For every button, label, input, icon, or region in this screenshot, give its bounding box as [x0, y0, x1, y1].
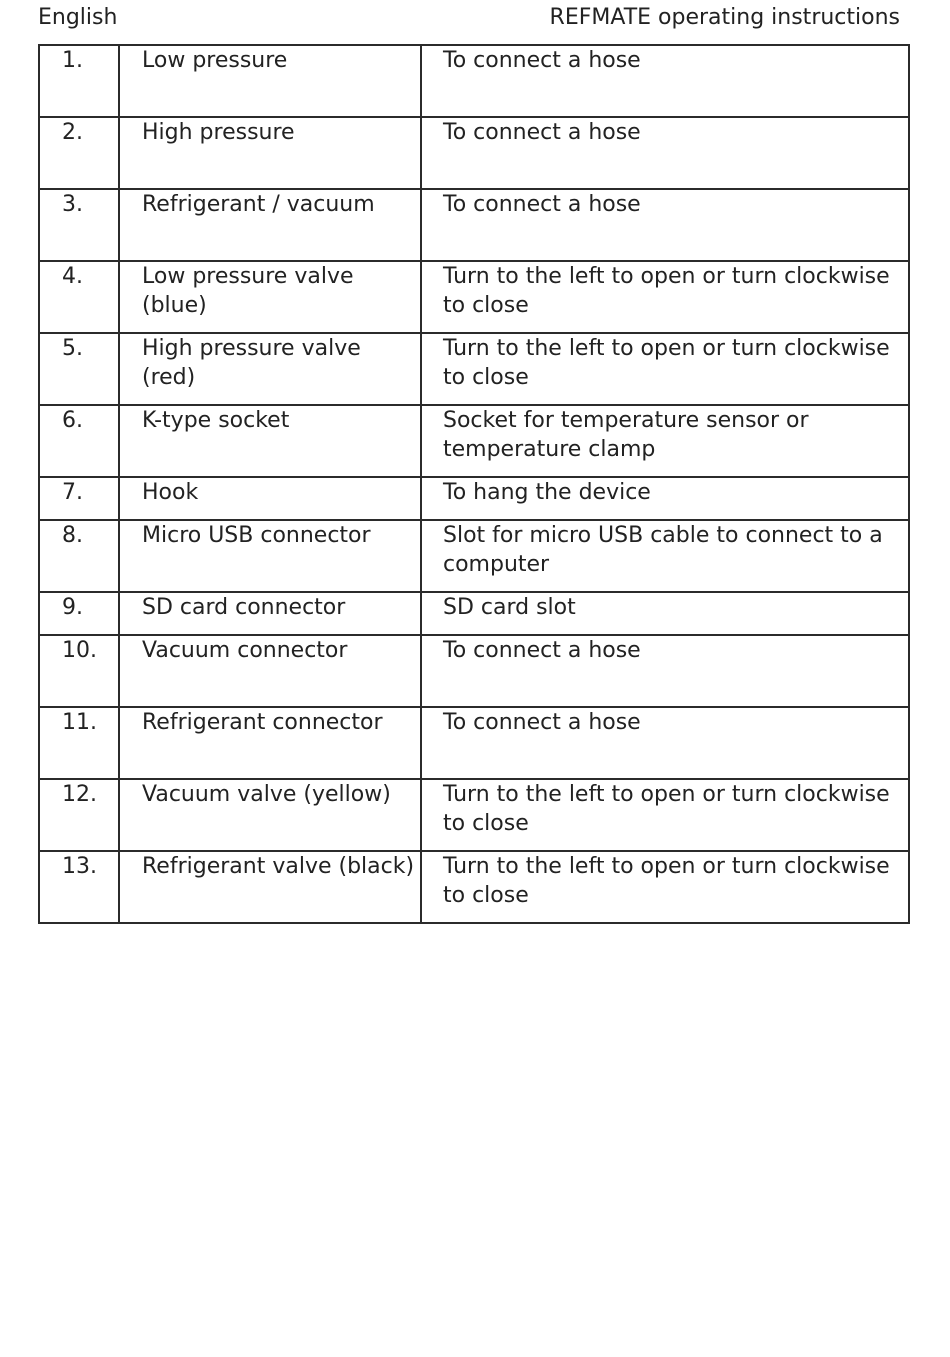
part-description: Socket for temperature sensor or temperature clamp [421, 405, 909, 477]
table-row [39, 477, 909, 520]
part-description: To connect a hose [421, 635, 909, 707]
part-description: To connect a hose [421, 189, 909, 261]
table-row [39, 635, 909, 707]
language-label: English [38, 5, 118, 30]
table-row [39, 779, 909, 851]
row-number: 9. [39, 592, 119, 635]
part-name: Vacuum connector [119, 635, 421, 707]
part-name: K-type socket [119, 405, 421, 477]
row-number: 6. [39, 405, 119, 477]
part-name: Refrigerant valve (black) [119, 851, 421, 923]
part-name: Low pressure [119, 45, 421, 117]
row-number: 3. [39, 189, 119, 261]
part-name: Micro USB connector [119, 520, 421, 592]
page-header [38, 4, 900, 32]
table-row [39, 333, 909, 405]
row-number: 11. [39, 707, 119, 779]
part-description: To connect a hose [421, 707, 909, 779]
part-description: Turn to the left to open or turn clockwise to close [421, 851, 909, 923]
part-name: Refrigerant / vacuum [119, 189, 421, 261]
table-row [39, 117, 909, 189]
row-number: 5. [39, 333, 119, 405]
table-row [39, 707, 909, 779]
part-description: Turn to the left to open or turn clockwise to close [421, 779, 909, 851]
part-description: SD card slot [421, 592, 909, 635]
table-row [39, 45, 909, 117]
part-name: High pressure valve (red) [119, 333, 421, 405]
row-number: 4. [39, 261, 119, 333]
part-description: Slot for micro USB cable to connect to a computer [421, 520, 909, 592]
part-name: SD card connector [119, 592, 421, 635]
row-number: 7. [39, 477, 119, 520]
part-name: Refrigerant connector [119, 707, 421, 779]
part-description: Turn to the left to open or turn clockwise to close [421, 333, 909, 405]
row-number: 13. [39, 851, 119, 923]
table-row [39, 261, 909, 333]
row-number: 1. [39, 45, 119, 117]
table-row [39, 405, 909, 477]
parts-table [38, 44, 910, 924]
table-row [39, 520, 909, 592]
part-name: Vacuum valve (yellow) [119, 779, 421, 851]
table-row [39, 851, 909, 923]
part-description: Turn to the left to open or turn clockwise to close [421, 261, 909, 333]
row-number: 12. [39, 779, 119, 851]
part-description: To connect a hose [421, 117, 909, 189]
table-row [39, 592, 909, 635]
document-title: REFMATE operating instructions [549, 5, 900, 30]
row-number: 8. [39, 520, 119, 592]
row-number: 2. [39, 117, 119, 189]
part-name: Low pressure valve (blue) [119, 261, 421, 333]
table-row [39, 189, 909, 261]
row-number: 10. [39, 635, 119, 707]
part-description: To hang the device [421, 477, 909, 520]
part-description: To connect a hose [421, 45, 909, 117]
part-name: Hook [119, 477, 421, 520]
part-name: High pressure [119, 117, 421, 189]
